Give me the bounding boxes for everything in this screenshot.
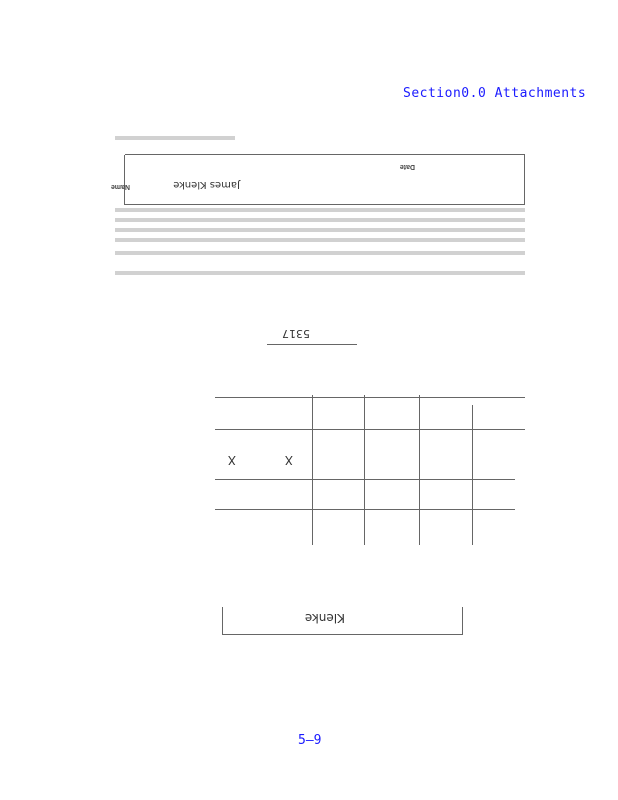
text-line <box>115 271 525 275</box>
signature-box-top <box>223 634 463 635</box>
name-box-right <box>124 155 125 205</box>
signature-box-left <box>462 607 463 635</box>
text-line <box>115 228 525 232</box>
grid-top-line <box>215 509 515 510</box>
text-line <box>115 208 525 212</box>
name-box-bottom <box>125 154 525 155</box>
section-title: Attachments <box>494 86 587 101</box>
name-box-left <box>524 155 525 205</box>
text-line <box>115 251 525 255</box>
text-line <box>115 136 235 140</box>
grid-v3 <box>364 395 365 545</box>
name-value: James Klenke <box>173 179 240 190</box>
scanned-form-upside-down <box>100 150 525 695</box>
date-label: Date <box>399 163 415 170</box>
grid-v4 <box>312 395 313 545</box>
text-line <box>115 218 525 222</box>
grid-v1 <box>472 405 473 545</box>
mark-x-1: X <box>284 453 293 467</box>
value-5317: 5317 <box>282 327 310 340</box>
grid-v2 <box>419 395 420 545</box>
signature-text: Klenke <box>304 611 345 625</box>
section-label: Section <box>403 86 462 101</box>
signature-box-right <box>222 607 223 635</box>
text-line <box>115 238 525 242</box>
name-box-top <box>125 204 525 205</box>
section-number: 0.0 <box>461 86 487 101</box>
grid-line-3 <box>215 429 525 430</box>
section-header <box>403 86 586 101</box>
grid-line-4 <box>215 397 525 398</box>
grid-line-2 <box>215 479 515 480</box>
name-label: Name <box>110 183 130 190</box>
mark-x-2: X <box>227 453 236 467</box>
value-underline <box>267 344 357 345</box>
page-number: 5–9 <box>298 733 322 748</box>
